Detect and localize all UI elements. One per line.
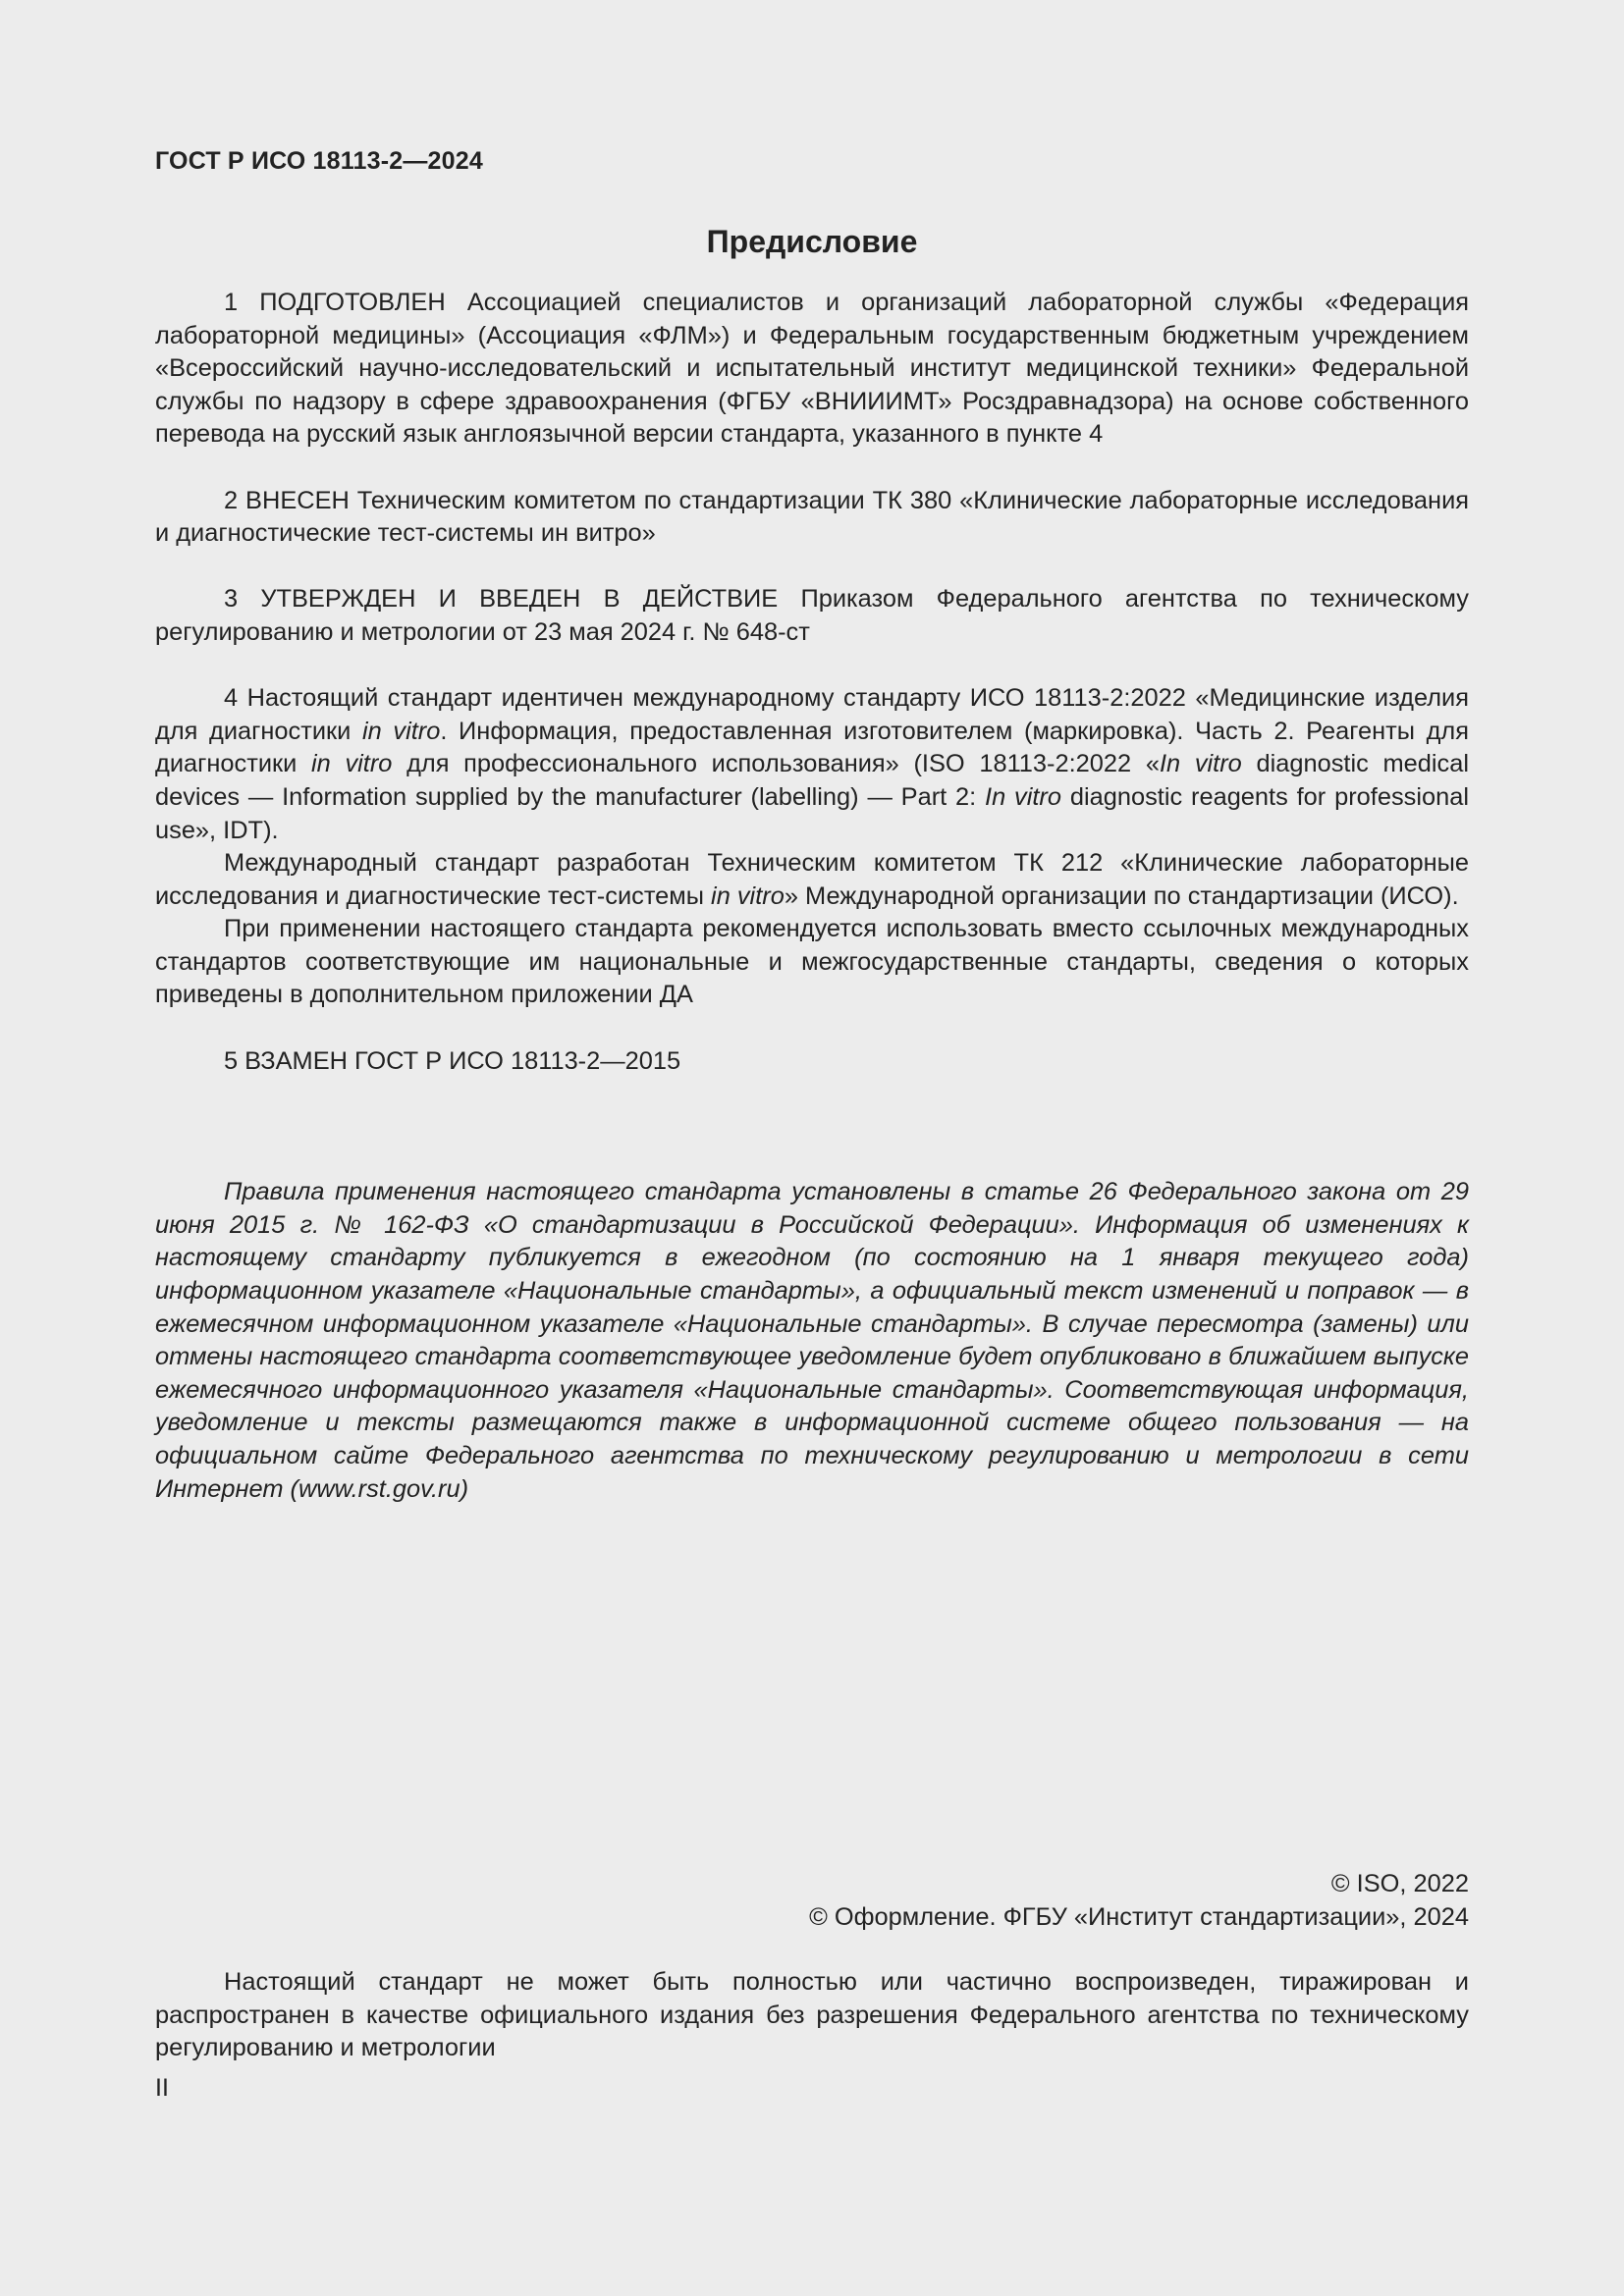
item-4-identical — [155, 682, 1469, 847]
item-2-introduced: 2 ВНЕСЕН Техническим комитетом по стандартизации ТК 380 «Клинические лабораторные исследования и диагностические тест-системы ин витро» — [155, 486, 1469, 548]
italic-term: In vitro — [985, 782, 1062, 811]
item-5-replaces: 5 ВЗАМЕН ГОСТ Р ИСО 18113-2—2015 — [224, 1046, 681, 1075]
text-segment: diagnostic reagents for professional use», IDT). — [155, 782, 1469, 844]
text-segment: diagnostic medical devices — Information supplied by the manufacturer (labelling) — Part 2: — [155, 750, 1469, 811]
text-segment: 4 Настоящий стандарт идентичен международному стандарту ИСО 18113-2:2022 «Медицинские изделия для диагностики — [155, 684, 1469, 745]
item-4-developed-by — [155, 847, 1469, 913]
text-segment: . Информация, предоставленная изготовителем (маркировка). Часть 2. Реагенты для диагностики — [155, 717, 1469, 778]
italic-term: in vitro — [311, 750, 393, 778]
text-segment: Международный стандарт разработан Техническим комитетом ТК 212 «Клинические лабораторные исследования и диагностические тест-системы — [155, 849, 1469, 910]
text-segment: для профессионального использования» (ISO 18113-2:2022 « — [392, 750, 1160, 778]
foreword-body — [155, 287, 1469, 1506]
copyright-design: © Оформление. ФГБУ «Институт стандартизации», 2024 — [809, 1902, 1469, 1931]
copyright-iso: © ISO, 2022 — [1330, 1870, 1469, 1897]
notice-block — [155, 1176, 1469, 1506]
text-segment: » Международной организации по стандартизации (ИСО). — [784, 881, 1459, 910]
item-4-references-note: При применении настоящего стандарта рекомендуется использовать вместо ссылочных международных стандартов соответствующие им национальные и межгосударственные стандарты, сведения о которых приведены в дополнительном приложении ДА — [155, 915, 1469, 1009]
italic-term: In vitro — [1159, 750, 1242, 778]
application-rules-notice: Правила применения настоящего стандарта установлены в статье 26 Федерального закона от 29 июня 2015 г. № 162-ФЗ «О стандартизации в Российской Федерации». Информация об изменениях к настоящему стандарту публикуется в ежегодном (по состоянию на 1 января текущего года) информационном указателе «Национальные стандарты», а официальный текст изменений и поправок — в ежемесячном информационном указателе «Национальные стандарты». В случае пересмотра (замены) или отмены настоящего стандарта соответствующее уведомление будет опубликовано в ближайшем выпуске ежемесячного информационного указателя «Национальные стандарты». Соответствующая информация, уведомление и тексты размещаются также в информационной системе общего пользования — на официальном сайте Федерального агентства по техническому регулированию и метрологии в сети Интернет (www.rst.gov.ru) — [155, 1178, 1469, 1503]
rights-text: Настоящий стандарт не может быть полностью или частично воспроизведен, тиражирован и распространен в качестве официального издания без разрешения Федерального агентства по техническому регулированию и метрологии — [155, 1968, 1469, 2062]
item-1-prepared: 1 ПОДГОТОВЛЕН Ассоциацией специалистов и организаций лабораторной службы «Федерация лабораторной медицины» (Ассоциация «ФЛМ») и Федеральным государственным бюджетным учреждением «Всероссийский научно-исследовательский и испытательный институт медицинской техники» Федеральной службы по надзору в сфере здравоохранения (ФГБУ «ВНИИИМТ» Росздравнадзора) на основе собственного перевода на русский язык англоязычной версии стандарта, указанного в пункте 4 — [155, 289, 1469, 449]
page-title: Предисловие — [706, 224, 918, 259]
italic-term: in vitro — [711, 881, 785, 910]
rights-statement — [155, 1966, 1469, 2065]
page-number: II — [155, 2074, 169, 2102]
item-3-approved: 3 УТВЕРЖДЕН И ВВЕДЕН В ДЕЙСТВИЕ Приказом Федерального агентства по техническому регулированию и метрологии от 23 мая 2024 г. № 648-ст — [155, 585, 1469, 646]
italic-term: in vitro — [361, 717, 441, 745]
document-code: ГОСТ Р ИСО 18113-2—2024 — [155, 147, 483, 175]
copyright-block — [155, 1868, 1469, 1934]
